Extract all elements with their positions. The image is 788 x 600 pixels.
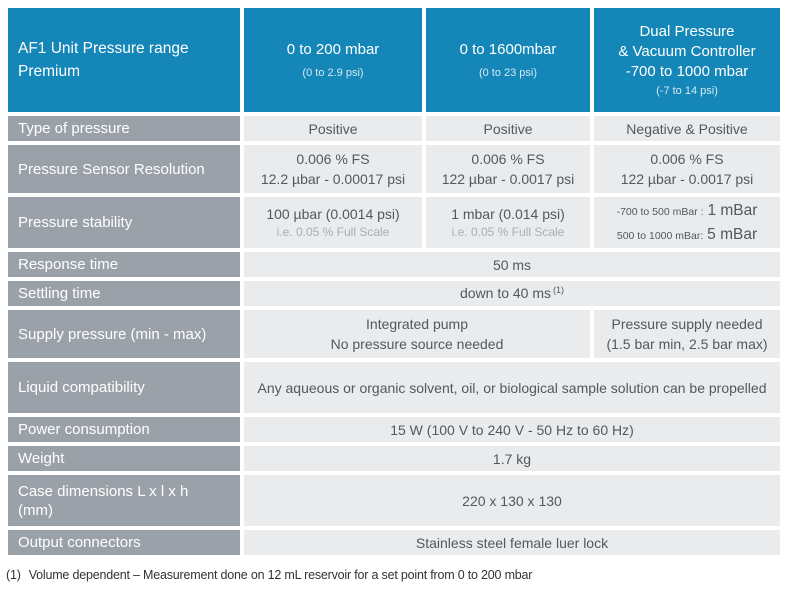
settling-value: down to 40 ms [459,284,552,301]
row-pressure-stability [8,197,780,248]
row-type-of-pressure [8,116,780,141]
cell-value [244,362,780,413]
resolution-fs: 0.006 % FS [650,151,724,167]
cell-value [426,145,590,193]
row-pressure-sensor-resolution [8,145,780,193]
cell-value [244,197,422,248]
range-label: -700 to 500 mBar : [616,205,704,218]
resolution-detail: 12.2 µbar - 0.00017 psi [260,171,406,187]
pressure-range-psi: (0 to 2.9 psi) [302,66,364,79]
stability-value: 1 mbar (0.014 psi) [451,206,565,222]
supply-line: Integrated pump [366,316,468,332]
cell-value: Positive [426,116,590,141]
pressure-range-title: -700 to 1000 mbar [625,62,749,80]
column-header-dual-pressure [594,8,780,112]
resolution-fs: 0.006 % FS [296,151,370,167]
footnote [6,568,788,582]
row-label: Response time [8,252,240,277]
stability-value: 100 µbar (0.0014 psi) [266,206,400,222]
row-output-connectors [8,530,780,555]
row-label: Pressure stability [8,197,240,248]
range-value: 1 mBar [707,201,758,219]
row-liquid-compatibility [8,362,780,413]
row-weight [8,446,780,471]
pressure-range-psi: (-7 to 14 psi) [656,84,718,97]
cell-value [594,310,780,358]
supply-line: Pressure supply needed [611,316,763,332]
row-settling-time [8,281,780,306]
row-case-dimensions [8,475,780,526]
cell-value [244,310,590,358]
pressure-range-title: 0 to 1600mbar [459,40,557,58]
resolution-fs: 0.006 % FS [471,151,545,167]
footnote-text: Volume dependent – Measurement done on 12 mL reservoir for a set point from 0 to 200 mbar [28,568,533,582]
pressure-range-title: 0 to 200 mbar [286,40,380,58]
row-label: Type of pressure [8,116,240,141]
supply-line: No pressure source needed [330,336,504,352]
cell-value [426,197,590,248]
row-supply-pressure [8,310,780,358]
cell-value [244,145,422,193]
footnote-reference: (1) [553,284,565,295]
column-header-0-1600-mbar [426,8,590,112]
row-label: Weight [8,446,240,471]
row-label: Pressure Sensor Resolution [8,145,240,193]
resolution-detail: 122 µbar - 0.0017 psi [441,171,575,187]
row-label-line: (mm) [18,501,53,519]
stability-range-1 [600,199,774,223]
row-power-consumption [8,417,780,442]
row-label: Liquid compatibility [8,362,240,413]
row-label: Settling time [8,281,240,306]
column-header-0-200-mbar [244,8,422,112]
stability-range-2 [600,223,774,247]
cell-value: Stainless steel female luer lock [244,530,780,555]
cell-value: 50 ms [244,252,780,277]
header-row [8,8,780,112]
cell-value: Negative & Positive [594,116,780,141]
spec-table [4,4,784,559]
product-header-cell [8,8,240,112]
supply-line: (1.5 bar min, 2.5 bar max) [606,336,768,352]
range-value: 5 mBar [707,225,758,243]
row-label: Power consumption [8,417,240,442]
cell-value [244,281,780,306]
stability-note: i.e. 0.05 % Full Scale [451,225,565,239]
cell-value: 15 W (100 V to 240 V - 50 Hz to 60 Hz) [244,417,780,442]
cell-value [594,145,780,193]
cell-value [594,197,780,248]
pressure-range-psi: (0 to 23 psi) [478,66,538,79]
pressure-range-title: & Vacuum Controller [618,42,756,60]
row-label [8,475,240,526]
product-tier: Premium [18,63,81,80]
cell-value: Positive [244,116,422,141]
range-label: 500 to 1000 mBar: [616,229,704,242]
pressure-range-title: Dual Pressure [639,22,735,40]
row-label-line: Case dimensions L x l x h [18,482,189,500]
cell-value: 1.7 kg [244,446,780,471]
cell-value: 220 x 130 x 130 [244,475,780,526]
liquid-compatibility-text: Any aqueous or organic solvent, oil, or biological sample solution can be propelled [257,379,767,396]
row-label: Output connectors [8,530,240,555]
stability-note: i.e. 0.05 % Full Scale [276,225,390,239]
row-response-time [8,252,780,277]
product-name: AF1 Unit Pressure range [18,40,189,57]
resolution-detail: 122 µbar - 0.0017 psi [620,171,754,187]
row-label: Supply pressure (min - max) [8,310,240,358]
footnote-ref: (1) [6,568,21,582]
